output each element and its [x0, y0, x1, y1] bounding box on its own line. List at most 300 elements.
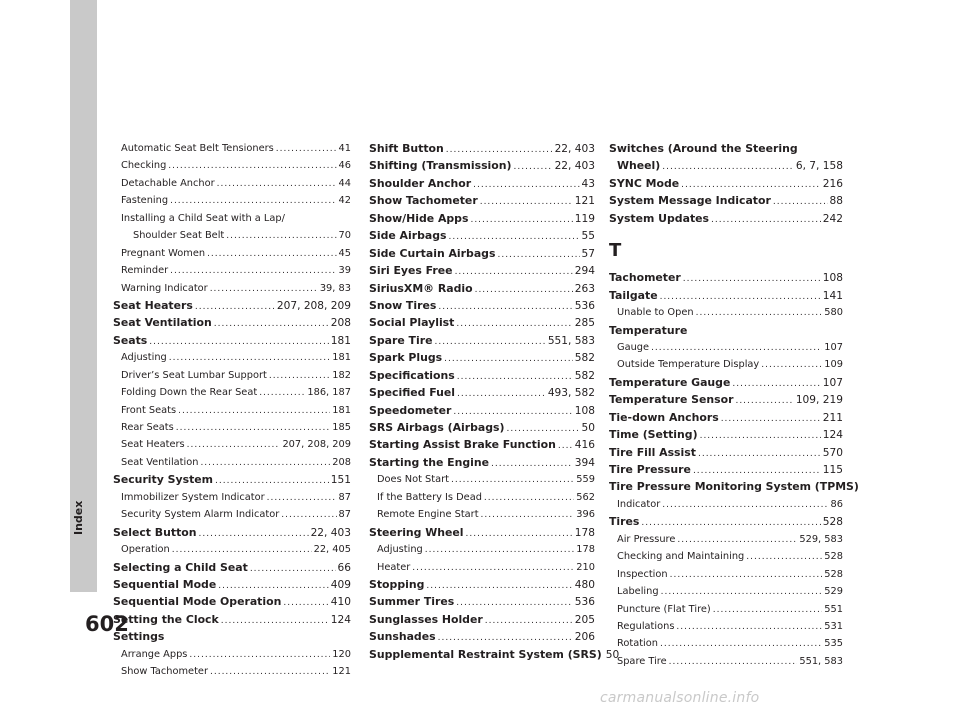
leader-dots — [178, 403, 330, 420]
entry-pages: 181 — [332, 352, 351, 364]
index-entry — [369, 489, 595, 506]
entry-term: Setting the Clock — [113, 612, 219, 626]
leader-dots — [170, 263, 336, 280]
index-entry — [369, 419, 595, 436]
entry-pages: 181 — [330, 334, 351, 347]
entry-pages: 44 — [338, 177, 351, 189]
index-entry — [609, 426, 843, 443]
entry-pages: 528 — [824, 568, 843, 580]
entry-term: Stopping — [369, 577, 425, 591]
entry-pages: 6, 7, 158 — [795, 160, 843, 173]
leader-dots — [473, 177, 579, 194]
index-entry — [113, 175, 351, 192]
leader-dots — [484, 490, 574, 507]
entry-pages: 535 — [824, 638, 843, 650]
entry-term: Does Not Start — [377, 474, 449, 486]
entry-term: Sunshades — [369, 630, 436, 644]
entry-term: Folding Down the Rear Seat — [121, 387, 258, 399]
entry-pages: 206 — [574, 631, 595, 644]
entry-pages: 216 — [822, 177, 843, 190]
index-entry — [113, 349, 351, 366]
index-entry — [369, 646, 620, 663]
s-entries-continued — [609, 140, 843, 227]
entry-term: Selecting a Child Seat — [113, 560, 248, 574]
index-entry — [609, 635, 843, 652]
entry-term: Outside Temperature Display — [617, 359, 760, 371]
leader-dots — [276, 141, 337, 158]
index-entry — [369, 140, 595, 157]
entry-term: Shoulder Anchor — [369, 176, 472, 190]
entry-pages: 208 — [330, 317, 351, 330]
index-entry — [369, 367, 595, 384]
leader-dots — [457, 386, 546, 403]
entry-term: Adjusting — [377, 544, 423, 556]
entry-pages: 66 — [337, 561, 351, 574]
index-entry — [609, 461, 843, 478]
entry-pages: 551, 583 — [799, 655, 843, 667]
entry-pages: 480 — [574, 578, 595, 591]
entry-pages: 207, 208, 209 — [282, 439, 351, 451]
index-entry — [113, 506, 351, 523]
entry-term: Settings — [113, 630, 165, 644]
leader-dots — [412, 560, 574, 577]
entry-pages: 208 — [332, 456, 351, 468]
letter-heading-t: T — [609, 240, 622, 262]
entry-pages: 120 — [332, 648, 351, 660]
index-entry — [609, 304, 843, 321]
index-entry — [113, 541, 351, 558]
entry-term: Seat Heaters — [121, 439, 185, 451]
entry-pages: 263 — [574, 282, 595, 295]
entry-term: System Updates — [609, 211, 710, 225]
leader-dots — [514, 159, 553, 176]
index-entry — [369, 436, 595, 453]
entry-pages: 285 — [574, 317, 595, 330]
index-entry — [609, 287, 843, 304]
index-entry — [369, 628, 595, 645]
entry-term: Spare Tire — [617, 655, 667, 667]
index-entry — [609, 444, 843, 461]
entry-term: Adjusting — [121, 352, 167, 364]
entry-pages: 39, 83 — [319, 282, 351, 294]
entry-pages: 124 — [330, 613, 351, 626]
index-entry — [113, 314, 351, 331]
leader-dots — [698, 446, 821, 463]
leader-dots — [217, 176, 337, 193]
leader-dots — [491, 456, 573, 473]
index-entry — [609, 478, 859, 495]
entry-pages: 22, 403 — [554, 143, 595, 155]
entry-term: Warning Indicator — [121, 282, 208, 294]
entry-term: Starting Assist Brake Function — [369, 438, 556, 452]
t-entries — [609, 269, 859, 670]
entry-pages: 562 — [576, 491, 595, 503]
index-entry — [609, 618, 843, 635]
entry-term: Tire Fill Assist — [609, 445, 696, 459]
index-entry — [369, 262, 595, 279]
index-entry — [369, 210, 595, 227]
index-entry — [609, 339, 843, 356]
entry-pages: 396 — [576, 509, 595, 521]
watermark: carmanualsonline.info — [600, 690, 760, 706]
index-entry — [113, 332, 351, 349]
index-entry — [113, 646, 351, 663]
index-entry — [369, 314, 595, 331]
index-tab-label: Index — [72, 500, 85, 536]
entry-pages: 536 — [574, 596, 595, 609]
entry-pages: 559 — [576, 474, 595, 486]
entry-pages: 22, 403 — [310, 526, 351, 539]
entry-term: Gauge — [617, 341, 650, 353]
index-entry — [113, 436, 351, 453]
leader-dots — [457, 369, 573, 386]
leader-dots — [199, 526, 309, 543]
entry-term: Show Tachometer — [369, 194, 478, 208]
entry-term: Tires — [609, 515, 640, 529]
index-entry — [369, 559, 595, 576]
leader-dots — [168, 158, 336, 175]
index-entry — [369, 349, 595, 366]
entry-term: Starting the Engine — [369, 455, 490, 469]
leader-dots — [481, 507, 575, 524]
entry-pages: 531 — [824, 620, 843, 632]
entry-term: Tailgate — [609, 288, 658, 302]
leader-dots — [214, 316, 329, 333]
entry-pages: 22, 405 — [313, 544, 351, 556]
leader-dots — [497, 247, 579, 264]
index-entry — [369, 384, 595, 401]
index-entry — [609, 157, 843, 174]
entry-pages: 528 — [824, 551, 843, 563]
entry-pages: 410 — [330, 596, 351, 609]
leader-dots — [259, 385, 305, 402]
entry-pages: 551 — [824, 603, 843, 615]
entry-pages: 529, 583 — [799, 533, 843, 545]
index-entry — [369, 593, 595, 610]
entry-term: Checking — [121, 160, 167, 172]
leader-dots — [456, 316, 572, 333]
entry-pages: 536 — [574, 299, 595, 312]
leader-dots — [651, 340, 822, 357]
entry-pages: 582 — [574, 369, 595, 382]
leader-dots — [438, 299, 572, 316]
index-entry — [113, 611, 351, 628]
entry-pages: 107 — [822, 376, 843, 389]
entry-pages: 108 — [574, 404, 595, 417]
entry-pages: 294 — [574, 265, 595, 278]
leader-dots — [485, 613, 573, 630]
entry-term: Steering Wheel — [369, 525, 464, 539]
entry-pages: 242 — [822, 212, 843, 225]
entry-pages: 41 — [338, 143, 351, 154]
leader-dots — [480, 194, 573, 211]
entry-pages: 86 — [830, 498, 843, 510]
index-entry — [609, 653, 843, 670]
leader-dots — [669, 654, 798, 671]
leader-dots — [700, 428, 821, 445]
index-entry — [369, 157, 595, 174]
entry-term: Supplemental Restraint System (SRS) — [369, 647, 602, 661]
entry-term: Temperature Gauge — [609, 375, 731, 389]
index-entry — [369, 402, 595, 419]
entry-pages: 185 — [332, 422, 351, 433]
index-entry — [609, 601, 843, 618]
entry-pages: 108 — [822, 272, 843, 285]
index-entry — [113, 454, 351, 471]
index-entry — [113, 210, 351, 227]
index-entry — [113, 367, 351, 384]
entry-pages: 70 — [338, 230, 351, 242]
entry-pages: 46 — [338, 160, 351, 172]
leader-dots — [169, 350, 331, 367]
leader-dots — [676, 619, 822, 636]
leader-dots — [475, 282, 573, 299]
entry-term: Sequential Mode — [113, 577, 217, 591]
entry-term: Driver’s Seat Lumbar Support — [121, 369, 267, 381]
entry-term: Tachometer — [609, 271, 681, 285]
leader-dots — [283, 595, 328, 612]
index-entry — [609, 583, 843, 600]
index-entry — [113, 593, 351, 610]
entry-term: Arrange Apps — [121, 648, 188, 660]
index-entry — [113, 524, 351, 541]
entry-term: Seat Ventilation — [121, 456, 199, 468]
entry-pages: 107 — [824, 341, 843, 353]
entry-term: Tie-down Anchors — [609, 410, 719, 424]
leader-dots — [761, 357, 822, 374]
index-entry — [113, 140, 351, 157]
entry-term: Installing a Child Seat with a Lap/ — [121, 212, 285, 224]
entry-term: Front Seats — [121, 404, 177, 416]
entry-term: System Message Indicator — [609, 194, 771, 208]
index-entry — [369, 541, 595, 558]
leader-dots — [773, 194, 828, 211]
entry-term: Temperature — [609, 323, 688, 337]
index-entry — [113, 419, 351, 436]
leader-dots — [470, 212, 572, 229]
entry-pages: 124 — [822, 429, 843, 442]
leader-dots — [200, 455, 330, 472]
entry-term: Automatic Seat Belt Tensioners — [121, 143, 274, 154]
index-entry — [609, 566, 843, 583]
leader-dots — [713, 602, 823, 619]
entry-pages: 109, 219 — [795, 394, 843, 407]
index-entry — [369, 471, 595, 488]
entry-term: Puncture (Flat Tire) — [617, 603, 711, 615]
index-entry — [369, 297, 595, 314]
entry-pages: 50 — [605, 648, 620, 661]
leader-dots — [558, 438, 573, 455]
leader-dots — [269, 368, 330, 385]
entry-pages: 178 — [576, 544, 595, 556]
entry-pages: 88 — [829, 195, 843, 208]
entry-term: Specified Fuel — [369, 386, 456, 400]
entry-term: Select Button — [113, 525, 197, 539]
leader-dots — [696, 305, 823, 322]
leader-dots — [434, 334, 545, 351]
entry-pages: 178 — [574, 526, 595, 539]
entry-pages: 121 — [332, 666, 351, 678]
entry-term: Reminder — [121, 265, 169, 277]
leader-dots — [176, 420, 331, 437]
page-number: 602 — [85, 612, 129, 636]
entry-term: Checking and Maintaining — [617, 551, 745, 563]
entry-term: Shifting (Transmission) — [369, 159, 512, 173]
entry-term: Unable to Open — [617, 307, 694, 319]
entry-pages: 528 — [822, 516, 843, 529]
entry-term: Shoulder Seat Belt — [133, 230, 225, 242]
entry-pages: 580 — [824, 307, 843, 319]
leader-dots — [677, 532, 797, 549]
index-side-tab — [0, 0, 97, 592]
leader-dots — [746, 549, 822, 566]
leader-dots — [661, 584, 823, 601]
index-entry — [369, 245, 595, 262]
leader-dots — [149, 334, 328, 351]
entry-term: Remote Engine Start — [377, 509, 479, 521]
index-entry — [609, 391, 843, 408]
entry-pages: 109 — [824, 359, 843, 371]
entry-term: Immobilizer System Indicator — [121, 491, 265, 503]
index-entry — [113, 262, 351, 279]
leader-dots — [170, 193, 336, 210]
entry-pages: 529 — [824, 586, 843, 598]
entry-term: SYNC Mode — [609, 176, 680, 190]
entry-term: Rear Seats — [121, 422, 174, 433]
index-entry — [369, 454, 595, 471]
leader-dots — [670, 567, 823, 584]
entry-pages: 121 — [574, 195, 595, 208]
leader-dots — [267, 490, 337, 507]
index-column-3 — [609, 140, 859, 670]
entry-term: Wheel) — [617, 159, 661, 173]
entry-term: Spare Tire — [369, 333, 433, 347]
index-entry — [369, 524, 595, 541]
leader-dots — [207, 246, 336, 263]
leader-dots — [172, 542, 312, 559]
leader-dots — [735, 393, 793, 410]
entry-term: Labeling — [617, 586, 659, 598]
entry-term: Operation — [121, 544, 170, 556]
index-entry — [609, 409, 843, 426]
entry-term: Seat Ventilation — [113, 316, 212, 330]
entry-pages: 416 — [574, 439, 595, 452]
index-entry — [113, 245, 351, 262]
entry-term: If the Battery Is Dead — [377, 491, 482, 503]
entry-term: Pregnant Women — [121, 247, 206, 259]
entry-pages: 119 — [574, 212, 595, 225]
index-entry — [609, 513, 843, 530]
leader-dots — [226, 228, 336, 245]
entry-pages: 55 — [581, 230, 595, 243]
leader-dots — [662, 159, 794, 176]
entry-term: Seat Heaters — [113, 298, 193, 312]
entry-pages: 582 — [574, 352, 595, 365]
leader-dots — [683, 271, 821, 288]
index-entry — [609, 374, 843, 391]
index-entry — [113, 297, 351, 314]
entry-term: Indicator — [617, 498, 661, 510]
index-entry — [369, 280, 595, 297]
leader-dots — [210, 664, 330, 681]
entry-pages: 493, 582 — [547, 387, 595, 400]
entry-pages: 115 — [822, 464, 843, 476]
index-entry — [609, 269, 843, 286]
entry-term: SRS Airbags (Airbags) — [369, 421, 505, 434]
entry-term: Fastening — [121, 195, 169, 207]
entry-term: Time (Setting) — [609, 428, 698, 442]
entry-term: Sequential Mode Operation — [113, 595, 282, 609]
entry-term: Security System Alarm Indicator — [121, 509, 280, 521]
index-entry — [369, 192, 595, 209]
entry-term: Rotation — [617, 638, 658, 650]
entry-pages: 22, 403 — [554, 160, 595, 173]
entry-term: Siri Eyes Free — [369, 264, 453, 278]
entry-term: Detachable Anchor — [121, 177, 215, 189]
index-entry — [609, 356, 843, 373]
index-entry — [609, 175, 843, 192]
leader-dots — [451, 472, 574, 489]
index-column-1 — [113, 140, 351, 681]
index-entry — [113, 471, 351, 488]
index-entry — [609, 210, 843, 227]
entry-term: Shift Button — [369, 142, 444, 155]
index-entry — [609, 192, 843, 209]
entry-pages: 50 — [581, 422, 595, 434]
entry-term: Regulations — [617, 620, 675, 632]
index-entry — [369, 227, 595, 244]
index-entry — [369, 611, 595, 628]
entry-term: Show/Hide Apps — [369, 211, 469, 225]
index-entry — [113, 663, 351, 680]
index-entry — [113, 628, 351, 645]
entry-pages: 43 — [581, 177, 595, 190]
entry-term: Side Airbags — [369, 229, 447, 243]
leader-dots — [281, 507, 336, 524]
leader-dots — [187, 437, 281, 454]
leader-dots — [662, 497, 828, 514]
leader-dots — [425, 542, 575, 559]
leader-dots — [189, 647, 330, 664]
entry-pages: 211 — [822, 411, 843, 424]
entry-term: Air Pressure — [617, 533, 676, 545]
entry-term: Seats — [113, 333, 148, 347]
entry-pages: 570 — [822, 446, 843, 459]
entry-term: Sunglasses Holder — [369, 612, 483, 626]
entry-pages: 87 — [338, 509, 351, 521]
leader-dots — [210, 281, 318, 298]
entry-term: Snow Tires — [369, 298, 437, 312]
leader-dots — [660, 636, 822, 653]
entry-term: Speedometer — [369, 403, 452, 417]
entry-term: Tire Pressure Monitoring System (TPMS) — [609, 480, 859, 494]
index-entry — [609, 548, 843, 565]
leader-dots — [250, 561, 336, 578]
entry-term: Temperature Sensor — [609, 393, 734, 407]
entry-term: Heater — [377, 561, 411, 573]
entry-pages: 182 — [332, 369, 351, 381]
index-entry — [113, 402, 351, 419]
entry-term: Side Curtain Airbags — [369, 246, 496, 260]
index-entry — [609, 322, 843, 339]
entry-pages: 205 — [574, 613, 595, 626]
entry-pages: 186, 187 — [307, 387, 351, 399]
entry-term: Switches (Around the Steering — [609, 142, 798, 155]
entry-pages: 151 — [330, 474, 351, 487]
entry-term: Specifications — [369, 368, 455, 382]
index-entry — [113, 559, 351, 576]
entry-pages: 210 — [576, 561, 595, 573]
